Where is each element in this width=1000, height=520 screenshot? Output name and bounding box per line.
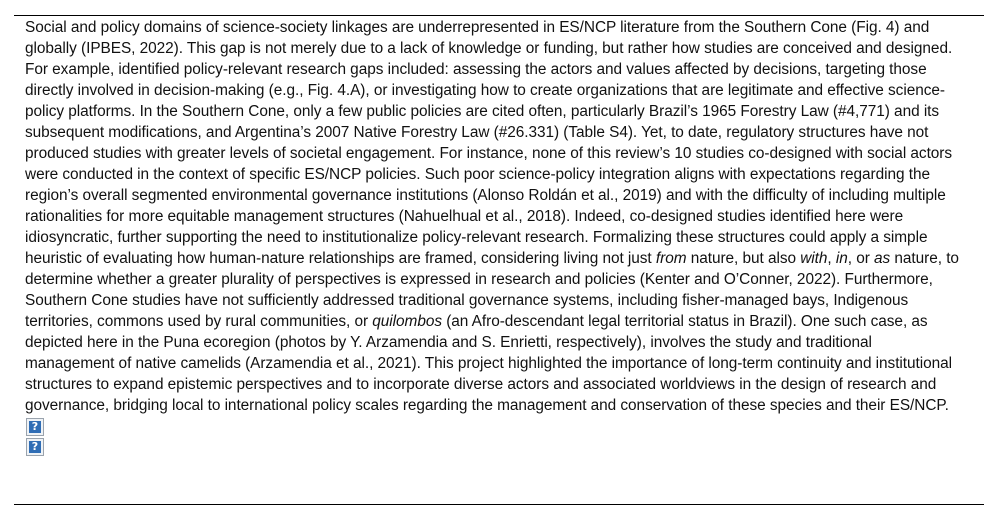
paragraph-text: Social and policy domains of science-society linkages are underrepresented in ES/NCP literature from the Southern Cone (Fig. 4) and globally (IPBES, 2022). This gap is not merely due to a lack of knowledge or funding, but rather how studies are conceived and designed. For example, identified policy-relevant research gaps included: assessing the actors and values affected by decisions, targeting those directly involved in decision-making (e.g., Fig. 4.A), or investigating how to create organizations that are legitimate and effective science-policy platforms. In the Southern Cone, only a few public policies are cited often, particularly Brazil’s 1965 Forestry Law (#4,771) and its subsequent modifications, and Argentina’s 2007 Native Forestry Law (#26.331) (Table S4). Yet, to date, regulatory structures have not produced studies with greater levels of societal engagement. For instance, none of this review’s 10 studies co-designed with social actors were conducted in the context of specific ES/NCP policies. Such poor science-policy integration aligns with expectations regarding the region’s overall segmented environmental governance institutions (Alonso Roldán et al., 2019) and with the difficulty of including multiple rationalities for more equitable management structures (Nahuelhual et al., 2018). Indeed, co-designed studies identified here were idiosyncratic, further supporting the need to institutionalize policy-relevant research. Formalizing these structures could apply a simple heuristic of evaluating how human-nature relationships are framed, considering living not just [25, 19, 953, 267]
italic-term-as: as [874, 250, 891, 267]
paragraph-text: , [827, 250, 836, 267]
paragraph-text: nature, but also [686, 250, 801, 267]
top-divider [14, 15, 984, 16]
broken-image-icon[interactable] [26, 418, 44, 436]
paragraph-text: (an Afro-descendant legal territorial status in Brazil). One such case, as depicted here in the Puna ecoregion (photos by Y. Arzamendia and S. Enrietti, respectively), involves the study and traditional management of native camelids (Arzamendia et al., 2021). This project highlighted the importance of long-term continuity and institutional structures to expand epistemic perspectives and to incorporate diverse actors and associated worldviews in the design of research and governance, bridging local to international policy scales regarding the management and conservation of these species and their ES/NCP. [25, 313, 953, 414]
italic-term-with: with [800, 250, 828, 267]
broken-image-icon[interactable] [26, 438, 44, 456]
paragraph-text: , or [847, 250, 875, 267]
image-placeholders [25, 418, 965, 456]
italic-term-quilombos: quilombos [372, 313, 442, 330]
article-section [25, 17, 965, 458]
body-paragraph [25, 17, 965, 416]
italic-term-from: from [655, 250, 687, 267]
question-mark-icon: ? [29, 421, 41, 433]
bottom-divider [14, 504, 984, 505]
italic-term-in: in [835, 250, 848, 267]
paragraph-text: nature, to determine whether a greater plurality of perspectives is expressed in research and policies (Kenter and O’Conner, 2022). Furthermore, Southern Cone studies have not sufficiently addressed traditional governance systems, including fisher-managed bays, Indigenous territories, commons used by rural communities, or [25, 250, 959, 330]
question-mark-icon: ? [29, 441, 41, 453]
